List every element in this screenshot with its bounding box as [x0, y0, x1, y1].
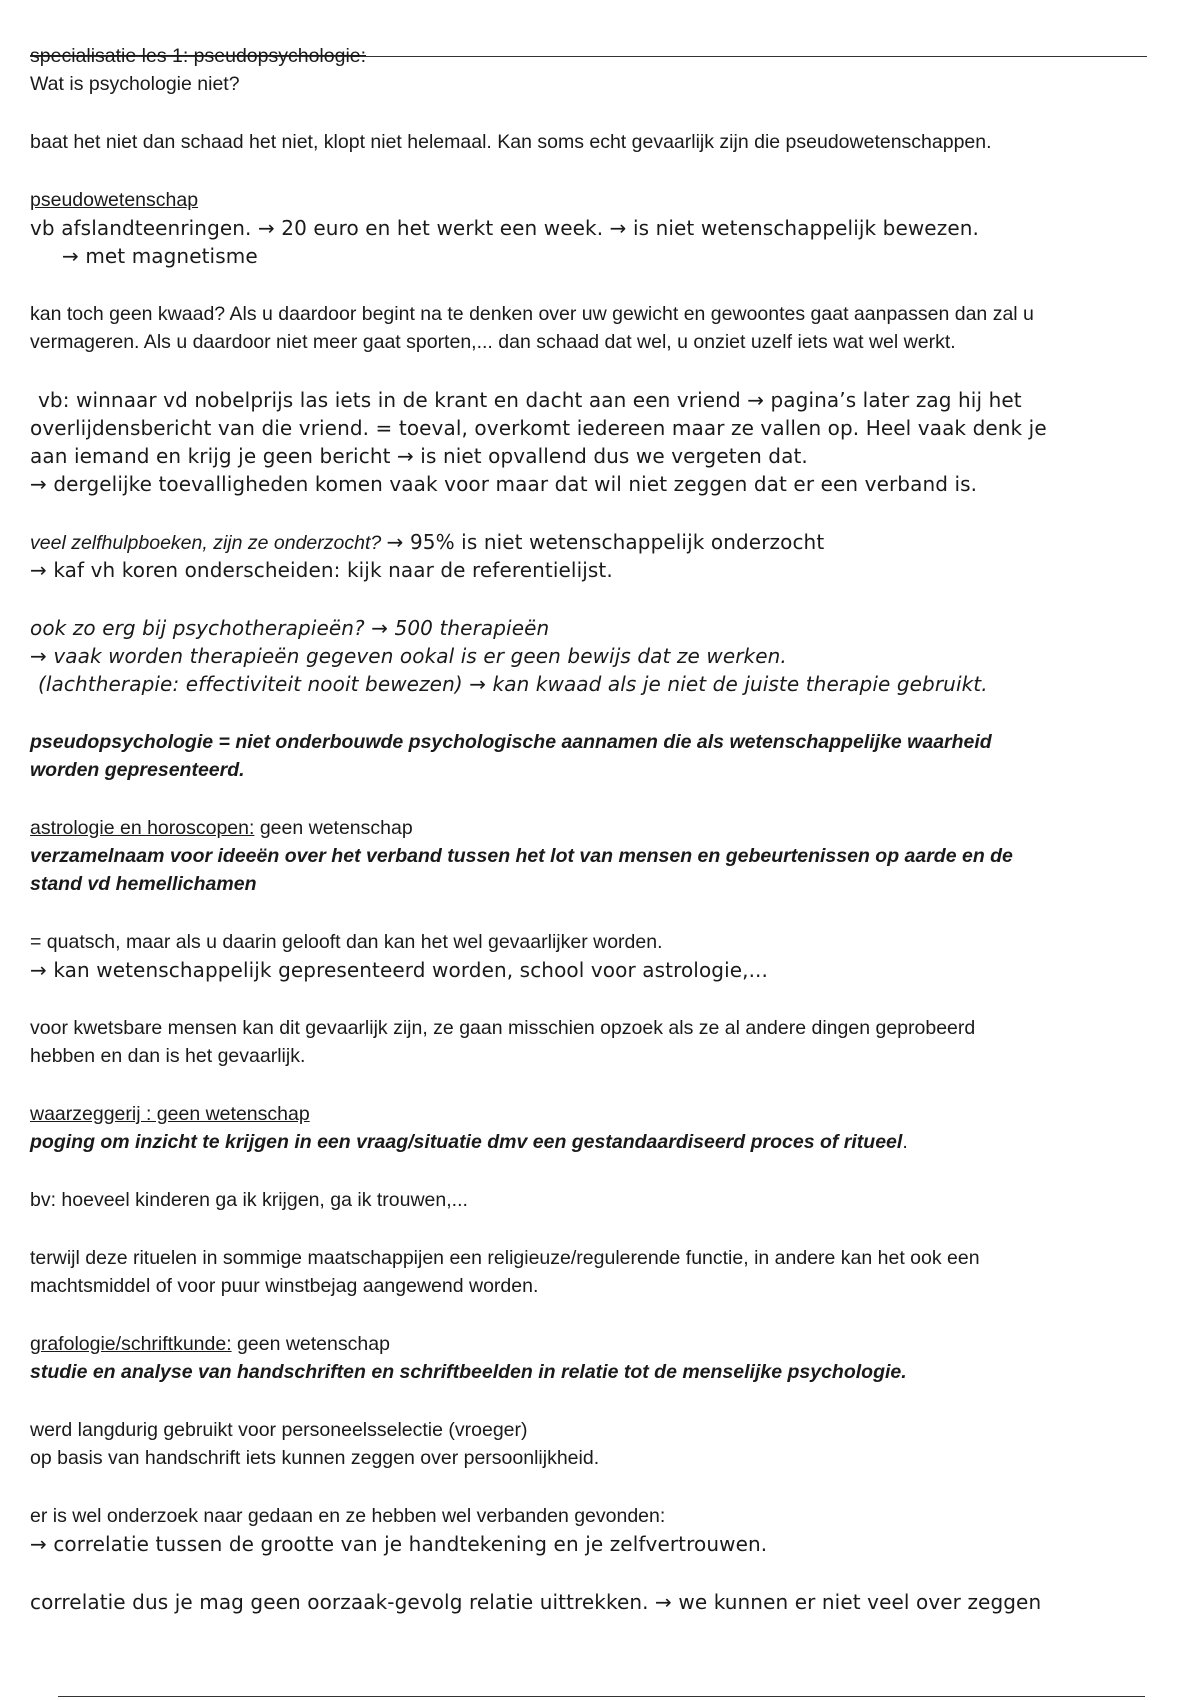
pseudowetenschap-line-2: → met magnetisme — [62, 244, 258, 268]
waarzeggerij-line-1: terwijl deze rituelen in sommige maatschappijen een religieuze/regulerende functie, in andere kan het ook een — [30, 1247, 980, 1269]
intro-text: baat het niet dan schaad het niet, klopt niet helemaal. Kan soms echt gevaarlijk zijn die pseudowetenschappen. — [30, 131, 992, 153]
therapie-line-1: ook zo erg bij psychotherapieën? → 500 therapieën — [30, 616, 550, 640]
grafologie-line-3: er is wel onderzoek naar gedaan en ze hebben wel verbanden gevonden: — [30, 1505, 666, 1527]
document-title: specialisatie les 1: pseudopsychologie: — [30, 45, 367, 67]
waarzeggerij-line-2: machtsmiddel of voor puur winstbejag aangewend worden. — [30, 1275, 539, 1297]
astrologie-def-1: verzamelnaam voor ideeën over het verband tussen het lot van mensen en gebeurtenissen op aarde en de — [30, 845, 1013, 867]
nobel-line-1: vb: winnaar vd nobelprijs las iets in de krant en dacht aan een vriend → pagina’s later zag hij het — [38, 388, 1022, 412]
astrologie-heading: astrologie en horoscopen: geen wetenschap — [30, 817, 413, 839]
therapie-line-3: (lachtherapie: effectiviteit nooit bewezen) → kan kwaad als je niet de juiste therapie gebruikt. — [38, 672, 988, 696]
kwaad-line-1: kan toch geen kwaad? Als u daardoor begint na te denken over uw gewicht en gewoontes gaat aanpassen dan zal u — [30, 303, 1034, 325]
grafologie-line-2: op basis van handschrift iets kunnen zeggen over persoonlijkheid. — [30, 1447, 600, 1469]
pseudowetenschap-line-1: vb afslandteenringen. → 20 euro en het werkt een week. → is niet wetenschappelijk bewezen. — [30, 216, 979, 240]
astrologie-line-2: → kan wetenschappelijk gepresenteerd worden, school voor astrologie,... — [30, 958, 768, 982]
zelfhulp-line-1: veel zelfhulpboeken, zijn ze onderzocht? → 95% is niet wetenschappelijk onderzocht — [30, 530, 825, 554]
kwaad-line-2: vermageren. Als u daardoor niet meer gaat sporten,... dan schaad dat wel, u onziet uzelf iets wat wel werkt. — [30, 331, 956, 353]
waarzeggerij-example: bv: hoeveel kinderen ga ik krijgen, ga ik trouwen,... — [30, 1189, 468, 1211]
definition-line-1: pseudopsychologie = niet onderbouwde psychologische aannamen die als wetenschappelijke waarheid — [30, 731, 992, 753]
bottom-rule — [58, 1696, 1145, 1697]
waarzeggerij-def: poging om inzicht te krijgen in een vraag/situatie dmv een gestandaardiseerd proces of ritueel. — [30, 1131, 908, 1153]
nobel-line-3: aan iemand en krijg je geen bericht → is niet opvallend dus we vergeten dat. — [30, 444, 808, 468]
grafologie-heading: grafologie/schriftkunde: geen wetenschap — [30, 1333, 390, 1355]
astrologie-def-2: stand vd hemellichamen — [30, 873, 257, 895]
nobel-line-4: → dergelijke toevalligheden komen vaak voor maar dat wil niet zeggen dat er een verband is. — [30, 472, 978, 496]
document-question: Wat is psychologie niet? — [30, 73, 240, 95]
nobel-line-2: overlijdensbericht van die vriend. = toeval, overkomt iedereen maar ze vallen op. Heel vaak denk je — [30, 416, 1047, 440]
document-page — [30, 42, 1180, 1616]
definition-line-2: worden gepresenteerd. — [30, 759, 245, 781]
astrologie-line-4: hebben en dan is het gevaarlijk. — [30, 1045, 306, 1067]
astrologie-line-1: = quatsch, maar als u daarin gelooft dan kan het wel gevaarlijker worden. — [30, 931, 663, 953]
grafologie-line-4: → correlatie tussen de grootte van je handtekening en je zelfvertrouwen. — [30, 1532, 768, 1556]
grafologie-line-5: correlatie dus je mag geen oorzaak-gevolg relatie uittrekken. → we kunnen er niet veel over zeggen — [30, 1590, 1042, 1614]
therapie-line-2: → vaak worden therapieën gegeven ookal is er geen bewijs dat ze werken. — [30, 644, 787, 668]
grafologie-line-1: werd langdurig gebruikt voor personeelsselectie (vroeger) — [30, 1419, 528, 1441]
astrologie-line-3: voor kwetsbare mensen kan dit gevaarlijk zijn, ze gaan misschien opzoek als ze al andere dingen geprobeerd — [30, 1017, 976, 1039]
waarzeggerij-heading: waarzeggerij : geen wetenschap — [30, 1103, 310, 1125]
grafologie-def: studie en analyse van handschriften en schriftbeelden in relatie tot de menselijke psychologie. — [30, 1361, 907, 1383]
zelfhulp-line-2: → kaf vh koren onderscheiden: kijk naar de referentielijst. — [30, 558, 613, 582]
pseudowetenschap-heading: pseudowetenschap — [30, 189, 199, 211]
